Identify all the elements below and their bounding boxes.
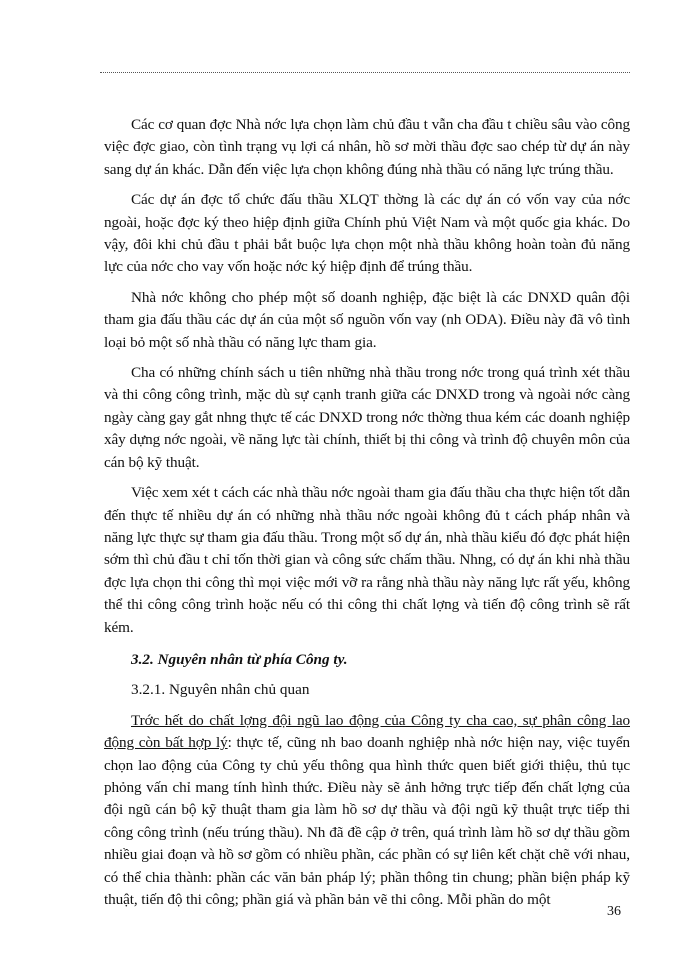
subsection-heading: 3.2.1. Nguyên nhân chủ quan xyxy=(131,681,310,699)
paragraph-3: Nhà nớc không cho phép một số doanh nghiệp, đặc biệt là các DNXD quân đội tham gia đấu thầu các dự án của một số nguồn vốn vay (nh ODA). Điều này đã vô tình loại bỏ một số nhà thầu có năng lực tham gia. xyxy=(104,288,630,351)
page-body xyxy=(104,114,630,919)
section-heading: 3.2. Nguyên nhân từ phía Công ty. xyxy=(131,650,348,668)
underlined-phrase: Trớc hết do chất lợng đội ngũ lao động của Công ty cha cao, sự phân công lao động còn bất hợp lý xyxy=(104,711,630,752)
page-number: 36 xyxy=(607,904,621,919)
paragraph-2: Các dự án đợc tổ chức đấu thầu XLQT thờng là các dự án có vốn vay của nớc ngoài, hoặc đợc ký theo hiệp định giữa Chính phủ Việt Nam và một quốc gia khác. Do vậy, đôi khi chủ đầu t phải bắt buộc lựa chọn một nhà thầu không hoàn toàn đủ năng lực của nớc cho vay vốn hoặc nớc ký hiệp định để trúng thầu. xyxy=(104,191,630,276)
paragraph-1: Các cơ quan đợc Nhà nớc lựa chọn làm chủ đầu t vẫn cha đầu t chiều sâu vào công việc đợc giao, còn tình trạng vụ lợi cá nhân, hồ sơ mời thầu đợc sao chép từ dự án này sang dự án khác. Dẫn đến việc lựa chọn không đúng nhà thầu có năng lực trúng thầu. xyxy=(104,116,630,178)
header-dotted-rule xyxy=(100,72,630,73)
paragraph-4: Cha có những chính sách u tiên những nhà thầu trong nớc trong quá trình xét thầu và thi công công trình, mặc dù sự cạnh tranh giữa các DNXD trong và ngoài nớc càng ngày càng gay gắt nhng thực tế các DNXD trong nớc thờng thua kém các doanh nghiệp xây dựng nớc ngoài, về năng lực tài chính, thiết bị thi công và trình độ chuyên môn của cán bộ kỹ thuật. xyxy=(104,364,630,471)
paragraph-final xyxy=(104,710,630,912)
paragraph-final-text: : thực tế, cũng nh bao doanh nghiệp nhà nớc hiện nay, việc tuyển chọn lao động của Công ty chủ yếu thông qua hình thức quen biết giới thiệu, thủ tục phỏng vấn chỉ mang tính hình thức. Điều này sẽ ảnh hởng trực tiếp đến chất lợng của đội ngũ cán bộ kỹ thuật tham gia làm hồ sơ dự thầu và đội ngũ kỹ thuật trực tiếp thi công công trình (nếu trúng thầu). Nh đã đề cập ở trên, quá trình làm hồ sơ dự thầu gồm nhiều giai đoạn và hồ sơ gồm có nhiều phần, các phần có sự liên kết chặt chẽ với nhau, có thể chia thành: phần các văn bản pháp lý; phần thông tin chung; phần biện pháp kỹ thuật, tiến độ thi công; phần giá và phần bản vẽ thi công. Mỗi phần do một xyxy=(104,734,631,908)
paragraph-5: Việc xem xét t cách các nhà thầu nớc ngoài tham gia đấu thầu cha thực hiện tốt dẫn đến thực tế nhiều dự án có những nhà thầu nớc ngoài không đủ t cách pháp nhân và năng lực thực sự tham gia đấu thầu. Trong một số dự án, nhà thầu kiểu đó đợc phát hiện sớm thì chủ đầu t chỉ tốn thời gian và công sức chấm thầu. Nhng, có dự án khi nhà thầu đợc lựa chọn thi công thì mọi việc mới vỡ ra rằng nhà thầu này năng lực rất yếu, không thể thi công công trình hoặc nếu có thi công thi chất lợng và tiến độ công trình sẽ rất kém. xyxy=(104,484,630,636)
